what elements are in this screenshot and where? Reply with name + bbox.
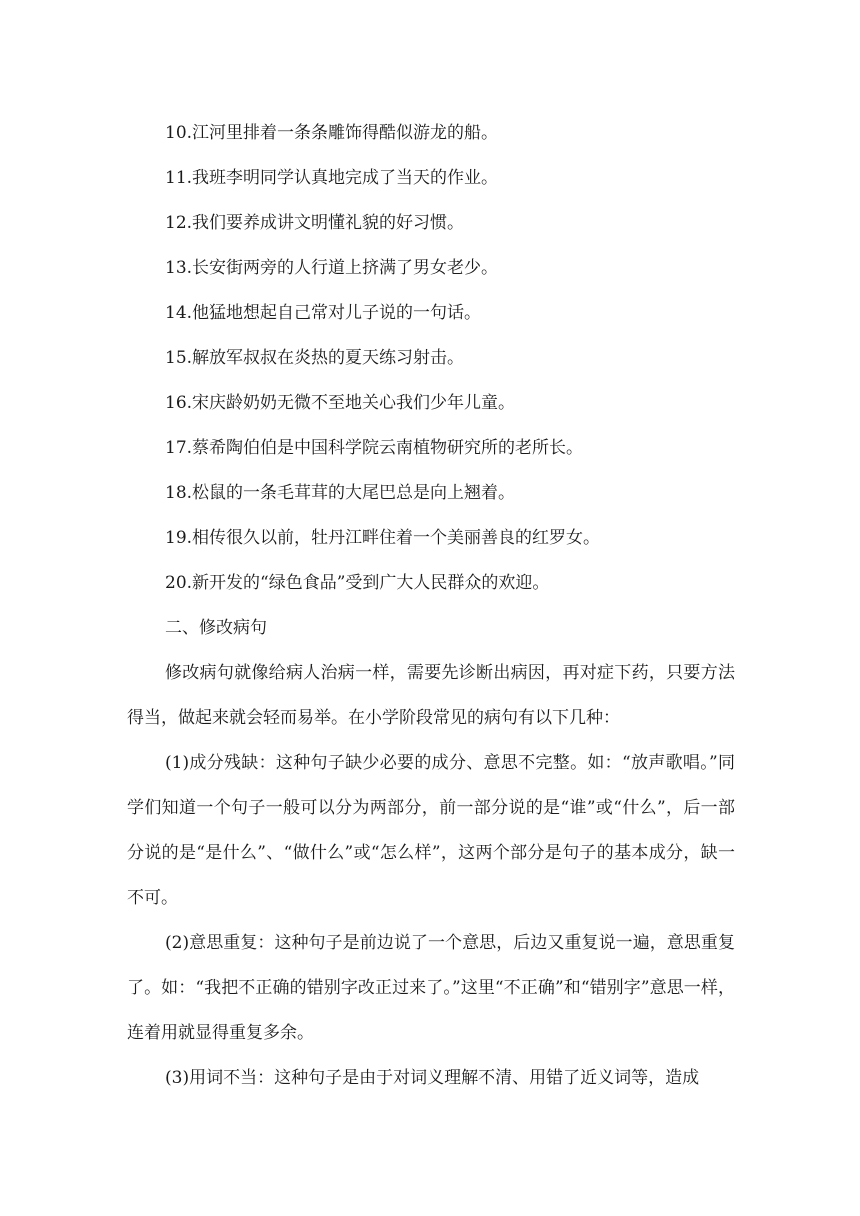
- sentence-19: 19.相传很久以前，牡丹江畔住着一个美丽善良的红罗女。: [165, 528, 601, 548]
- sentence-15: 15.解放军叔叔在炎热的夏天练习射击。: [165, 348, 465, 368]
- sentence-17: 17.蔡希陶伯伯是中国科学院云南植物研究所的老所长。: [165, 438, 584, 458]
- document-page: [127, 111, 735, 1101]
- paragraph-repetition: (2)意思重复：这种句子是前边说了一个意思，后边又重复说一遍，意思重复了。如：“我把不正确的错别字改正过来了。”这里“不正确”和“错别字”意思一样，连着用就显得重复多余。: [127, 933, 735, 1043]
- sentence-20: 20.新开发的“绿色食品”受到广大人民群众的欢迎。: [165, 573, 550, 593]
- sentence-11: 11.我班李明同学认真地完成了当天的作业。: [165, 168, 499, 188]
- sentence-14: 14.他猛地想起自己常对儿子说的一句话。: [165, 303, 482, 323]
- sentence-18: 18.松鼠的一条毛茸茸的大尾巴总是向上翘着。: [165, 483, 516, 503]
- sentence-12: 12.我们要养成讲文明懂礼貌的好习惯。: [165, 213, 465, 233]
- paragraph-incomplete-components: (1)成分残缺：这种句子缺少必要的成分、意思不完整。如：“放声歌唱。”同学们知道一个句子一般可以分为两部分，前一部分说的是“谁”或“什么”，后一部分说的是“是什么”、“做什么”或“怎么样”，这两个部分是句子的基本成分，缺一不可。: [127, 753, 735, 908]
- sentence-10: 10.江河里排着一条条雕饰得酷似游龙的船。: [165, 123, 499, 143]
- sentence-16: 16.宋庆龄奶奶无微不至地关心我们少年儿童。: [165, 393, 516, 413]
- sentence-13: 13.长安街两旁的人行道上挤满了男女老少。: [165, 258, 499, 278]
- section-heading: 二、修改病句: [165, 618, 267, 638]
- paragraph-improper-wording: (3)用词不当：这种句子是由于对词义理解不清、用错了近义词等，造成: [165, 1068, 700, 1088]
- intro-paragraph: 修改病句就像给病人治病一样，需要先诊断出病因，再对症下药，只要方法得当，做起来就会轻而易举。在小学阶段常见的病句有以下几种：: [127, 663, 735, 728]
